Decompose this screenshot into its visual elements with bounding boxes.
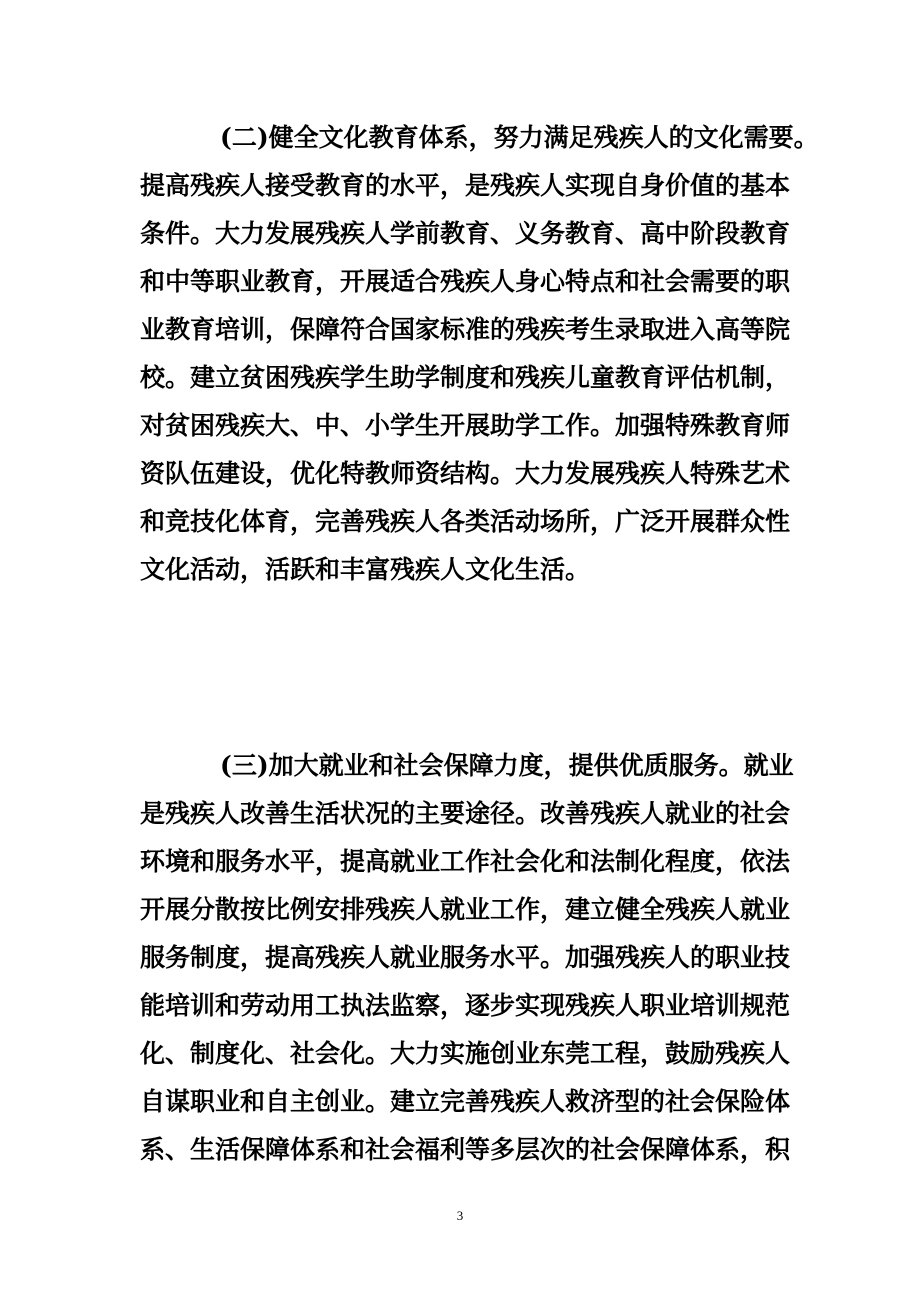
paragraph-line: 和中等职业教育，开展适合残疾人身心特点和社会需要的职 [140,267,791,296]
paragraph-line: 提高残疾人接受教育的水平，是残疾人实现自身价值的基本 [140,171,791,200]
paragraph-line: 自谋职业和自主创业。建立完善残疾人救济型的社会保险体 [140,1087,791,1116]
paragraph-line: 系、生活保障体系和社会福利等多层次的社会保障体系，积 [140,1135,791,1164]
paragraph-line: 开展分散按比例安排残疾人就业工作，建立健全残疾人就业 [140,895,791,924]
page-number: 3 [456,1208,464,1223]
paragraph-section-3 [140,742,794,1174]
paragraph-line: 服务制度，提高残疾人就业服务水平。加强残疾人的职业技 [140,943,791,972]
paragraph-line: 和竞技化体育，完善残疾人各类活动场所，广泛开展群众性 [140,507,791,536]
paragraph-line: 化、制度化、社会化。大力实施创业东莞工程，鼓励残疾人 [140,1039,791,1068]
paragraph-line: 是残疾人改善生活状况的主要途径。改善残疾人就业的社会 [140,799,791,828]
paragraph-line: 文化活动，活跃和丰富残疾人文化生活。 [140,555,591,584]
paragraph-line: 业教育培训，保障符合国家标准的残疾考生录取进入高等院 [140,315,791,344]
paragraph-line: (三)加大就业和社会保障力度，提供优质服务。就业 [220,751,794,780]
paragraph-line: 校。建立贫困残疾学生助学制度和残疾儿童教育评估机制， [140,363,791,392]
paragraph-line: 能培训和劳动用工执法监察，逐步实现残疾人职业培训规范 [140,991,791,1020]
paragraph-section-2 [140,114,819,594]
paragraph-line: 资队伍建设，优化特教师资结构。大力发展残疾人特殊艺术 [140,459,791,488]
paragraph-line: 环境和服务水平，提高就业工作社会化和法制化程度，依法 [140,847,791,876]
paragraph-line: (二)健全文化教育体系，努力满足残疾人的文化需要。 [220,123,819,152]
paragraph-line: 条件。大力发展残疾人学前教育、义务教育、高中阶段教育 [140,219,791,248]
paragraph-line: 对贫困残疾大、中、小学生开展助学工作。加强特殊教育师 [140,411,791,440]
